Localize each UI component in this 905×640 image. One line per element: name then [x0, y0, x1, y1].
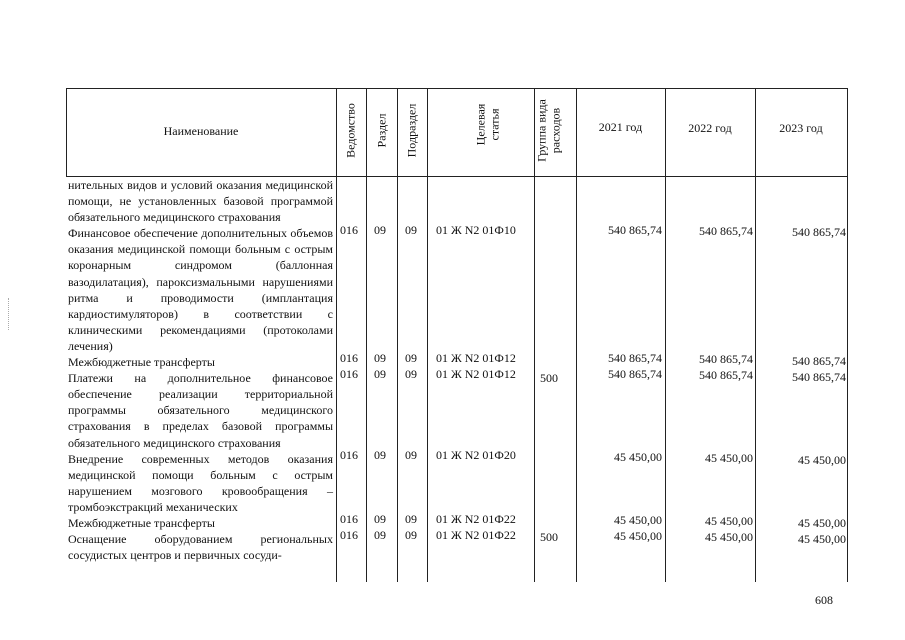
row-vedomstvo: 016 — [340, 367, 358, 381]
row-razdel: 09 — [374, 367, 386, 381]
row-value-2021: 45 450,00 — [614, 513, 662, 527]
row-vedomstvo: 016 — [340, 351, 358, 365]
row-value-2022: 540 865,74 — [699, 224, 753, 238]
row-razdel: 09 — [374, 512, 386, 526]
row-name: Внедрение современных методов оказания медицинской помощи больным с острым нарушением мозгового кровообращения – тромбоэкстракций механических — [68, 451, 333, 514]
column-divider — [336, 88, 337, 582]
row-value-2021: 540 865,74 — [608, 351, 662, 365]
row-gruppa: 500 — [540, 530, 558, 544]
row-value-2022: 45 450,00 — [705, 451, 753, 465]
row-razdel: 09 — [374, 223, 386, 237]
header-year-2022: 2022 год — [688, 121, 732, 135]
row-name: Платежи на дополнительное финансовое обеспечение реализации территориальной программы обязательного медицинского страхования в пределах базовой программы обязательного медицинского страхования — [68, 371, 333, 450]
row-value-2023: 45 450,00 — [798, 453, 846, 467]
row-podrazdel: 09 — [405, 351, 417, 365]
row-value-2022: 540 865,74 — [699, 368, 753, 382]
row-value-2023: 540 865,74 — [792, 225, 846, 239]
row-vedomstvo: 016 — [340, 448, 358, 462]
row-celevaya-statya: 01 Ж N2 01Ф22 — [436, 512, 516, 526]
row-name: нительных видов и условий оказания медицинской помощи, не установленных базовой программой обязательного медицинского страхования — [68, 178, 333, 225]
row-value-2022: 540 865,74 — [699, 352, 753, 366]
row-celevaya-statya: 01 Ж N2 01Ф12 — [436, 367, 516, 381]
row-value-2023: 540 865,74 — [792, 354, 846, 368]
row-podrazdel: 09 — [405, 448, 417, 462]
header-gruppa-line2: расходов — [548, 107, 563, 154]
table-right-border — [847, 88, 848, 582]
column-divider — [755, 88, 756, 582]
row-value-2023: 540 865,74 — [792, 370, 846, 384]
row-value-2023: 45 450,00 — [798, 516, 846, 530]
row-celevaya-statya: 01 Ж N2 01Ф10 — [436, 223, 516, 237]
row-celevaya-statya: 01 Ж N2 01Ф12 — [436, 351, 516, 365]
row-celevaya-statya: 01 Ж N2 01Ф20 — [436, 448, 516, 462]
row-name: Межбюджетные трансферты — [68, 515, 215, 530]
row-name: Оснащение оборудованием региональных сосудистых центров и первичных сосуди- — [68, 532, 333, 563]
row-razdel: 09 — [374, 448, 386, 462]
row-name: Финансовое обеспечение дополнительных объемов оказания медицинской помощи больным с острым коронарным синдромом (баллонная вазодилатация), пароксизмальными нарушениями ритма и проводимости (имплантация кардиостимуляторов) в соответствии с клиническими рекомендациями (протоколами лечения) — [68, 226, 333, 353]
row-name: Межбюджетные трансферты — [68, 355, 215, 370]
row-value-2021: 45 450,00 — [614, 450, 662, 464]
header-podrazdel: Подраздел — [404, 103, 419, 158]
row-value-2022: 45 450,00 — [705, 530, 753, 544]
row-podrazdel: 09 — [405, 512, 417, 526]
row-podrazdel: 09 — [405, 367, 417, 381]
table-top-border — [66, 88, 848, 89]
row-vedomstvo: 016 — [340, 512, 358, 526]
header-year-2021: 2021 год — [598, 120, 643, 134]
row-value-2021: 45 450,00 — [614, 529, 662, 543]
row-razdel: 09 — [374, 528, 386, 542]
row-value-2022: 45 450,00 — [705, 514, 753, 528]
header-razdel: Раздел — [374, 113, 389, 148]
row-vedomstvo: 016 — [340, 528, 358, 542]
header-gruppa-line1: Группа вида — [534, 99, 549, 162]
row-celevaya-statya: 01 Ж N2 01Ф22 — [436, 528, 516, 542]
row-vedomstvo: 016 — [340, 223, 358, 237]
row-gruppa: 500 — [540, 371, 558, 385]
page-number: 608 — [815, 593, 833, 607]
row-razdel: 09 — [374, 351, 386, 365]
column-divider — [427, 88, 428, 582]
column-divider — [665, 88, 666, 582]
row-value-2021: 540 865,74 — [608, 367, 662, 381]
column-divider — [366, 88, 367, 582]
header-celevaya-line2: статья — [487, 108, 502, 141]
header-celevaya-line1: Целевая — [473, 103, 488, 146]
header-name: Наименование — [163, 124, 239, 138]
row-value-2021: 540 865,74 — [608, 223, 662, 237]
row-value-2023: 45 450,00 — [798, 532, 846, 546]
row-podrazdel: 09 — [405, 528, 417, 542]
name-column — [68, 177, 333, 563]
header-year-2023: 2023 год — [779, 121, 823, 135]
column-divider — [576, 88, 577, 582]
row-podrazdel: 09 — [405, 223, 417, 237]
scan-artifact — [8, 298, 9, 330]
header-vedomstvo: Ведомство — [343, 103, 358, 158]
column-divider — [397, 88, 398, 582]
